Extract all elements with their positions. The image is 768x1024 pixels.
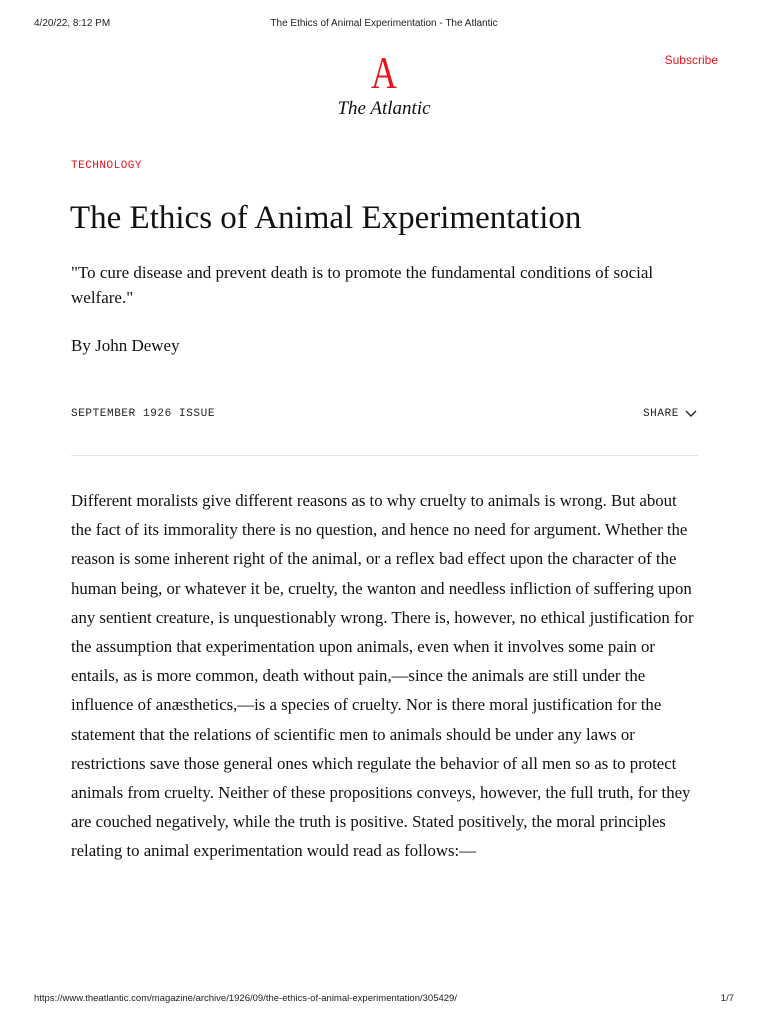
print-header [34, 18, 734, 32]
print-footer [34, 993, 734, 1007]
chevron-down-icon [685, 410, 697, 418]
author-link[interactable]: John Dewey [95, 336, 180, 355]
subscribe-link[interactable]: Subscribe [664, 53, 718, 67]
atlantic-logo[interactable] [0, 47, 768, 120]
share-button[interactable] [643, 408, 697, 420]
share-label: SHARE [642, 408, 679, 420]
logo-wordmark: The Atlantic [337, 98, 431, 119]
print-datetime: 4/20/22, 8:12 PM [34, 18, 111, 29]
print-document-title: The Ethics of Animal Experimentation - The Atlantic [270, 18, 498, 29]
issue-label: SEPTEMBER 1926 ISSUE [71, 408, 216, 420]
print-url: https://www.theatlantic.com/magazine/archive/1926/09/the-ethics-of-animal-experimentation/305429/ [34, 993, 457, 1004]
article-body: Different moralists give different reasons as to why cruelty to animals is wrong. But about the fact of its immorality there is no question, and hence no need for argument. Whether the reason is some inherent right of the animal, or a reflex bad effect upon the character of the human being, or whatever it be, cruelty, the wanton and needless infliction of suffering upon any sentient creature, is unquestionably wrong. There is, however, no ethical justification for the assumption that experimentation upon animals, even when it involves some pain or entails, as is more common, death without pain,—since the animals are still under the influence of anæsthetics,—is a species of cruelty. Nor is there moral justification for the statement that the relations of scientific men to animals should be under any laws or restrictions save those general ones which regulate the behavior of all men so as to protect animals from cruelty. Neither of these propositions conveys, however, the full truth, for they are couched negatively, while the truth is positive. Stated positively, the moral principles relating to animal experimentation would read as follows:— [71, 491, 694, 861]
byline [71, 334, 180, 358]
divider [71, 455, 698, 456]
article-title: The Ethics of Animal Experimentation [70, 200, 582, 236]
article-dek: "To cure disease and prevent death is to promote the fundamental conditions of social welfare." [71, 263, 654, 307]
logo-mark: A [371, 47, 397, 98]
print-page-number: 1/7 [720, 993, 734, 1004]
section-link[interactable]: TECHNOLOGY [71, 160, 143, 172]
byline-prefix: By [71, 336, 91, 355]
